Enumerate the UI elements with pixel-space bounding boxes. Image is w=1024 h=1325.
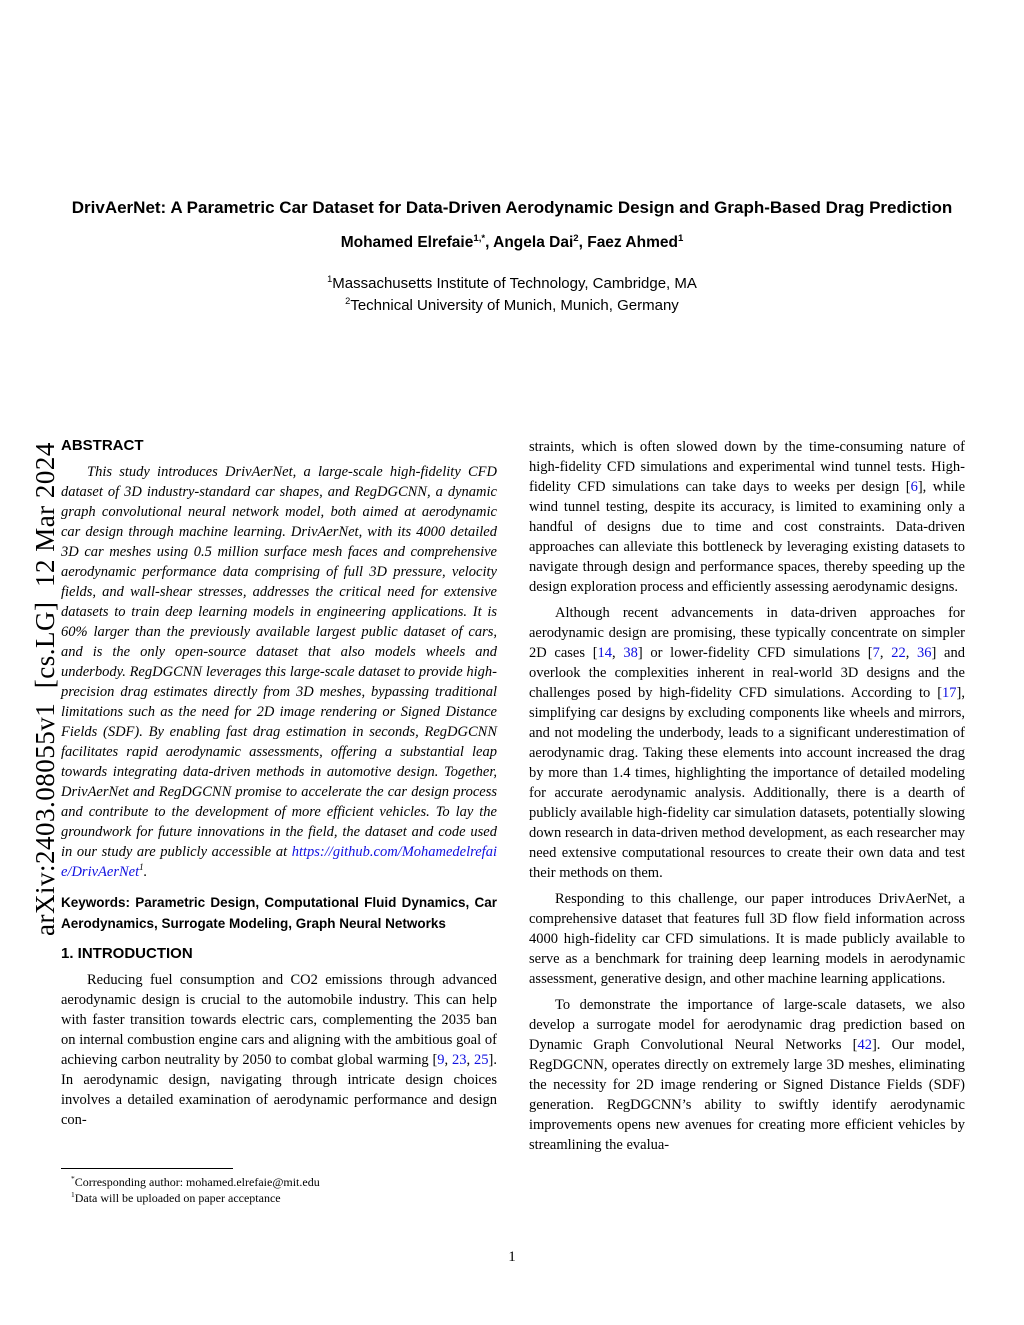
right-column xyxy=(529,437,965,1161)
text-segment: Corresponding author: mohamed.elrefaie@mit.edu xyxy=(74,1175,320,1189)
text-segment: ] or lower-fidelity CFD simulations [ xyxy=(637,645,873,661)
paper-title: DrivAerNet: A Parametric Car Dataset for Data-Driven Aerodynamic Design and Graph-Based Drag Prediction xyxy=(71,198,953,217)
abstract-text xyxy=(61,462,497,882)
text-segment: , xyxy=(612,645,624,661)
superscript: * xyxy=(71,1174,75,1183)
external-link[interactable]: https://github.com/Mohamedelrefaie/DrivAerNet xyxy=(61,844,497,880)
text-segment: , xyxy=(466,1052,475,1068)
paragraph xyxy=(529,995,965,1155)
introduction-paragraph xyxy=(61,970,497,1130)
paper-header xyxy=(0,196,1024,317)
citation-ref[interactable]: 7 xyxy=(872,645,880,661)
text-segment: Data will be uploaded on paper acceptance xyxy=(74,1191,281,1205)
footnote-data-availability xyxy=(61,1190,497,1206)
citation-ref[interactable]: 38 xyxy=(623,645,638,661)
citation-ref[interactable]: 9 xyxy=(437,1052,445,1068)
text-segment: Massachusetts Institute of Technology, Cambridge, MA xyxy=(332,275,697,292)
text-segment: , Faez Ahmed xyxy=(578,234,678,251)
text-segment: Although recent advancements in data-driven approaches for aerodynamic design are promising, these typically concentrate on simpler 2D cases [ xyxy=(529,605,965,661)
superscript: 1 xyxy=(677,232,684,244)
text-segment: To demonstrate the importance of large-scale datasets, we also develop a surrogate model for aerodynamic drag prediction based on Dynamic Graph Convolutional Neural Networks [ xyxy=(529,997,965,1053)
keywords-line: Keywords: Parametric Design, Computational Fluid Dynamics, Car Aerodynamics, Surrogate Modeling, Graph Neural Networks xyxy=(61,895,497,931)
text-segment: Technical University of Munich, Munich, Germany xyxy=(350,297,679,314)
footnote-divider xyxy=(61,1168,233,1169)
text-segment: ] and overlook the complexities inherent in real-world 3D designs and the challenges posed by high-fidelity CFD simulations. According to [ xyxy=(529,645,965,701)
text-segment: , Angela Dai xyxy=(485,234,574,251)
text-segment: ]. Our model, RegDGCNN, operates directly on extremely large 3D meshes, eliminating the necessity for 2D image rendering or Signed Distance Fields (SDF) generation. RegDGCNN’s ability to swiftly identify aerodynamic improvements opens new avenues for creating more efficient vehicles by streamlining the evalua- xyxy=(529,1037,965,1153)
left-column xyxy=(61,437,497,1136)
text-segment: , xyxy=(879,645,892,661)
affiliation-line-1 xyxy=(0,273,1024,295)
two-column-body xyxy=(61,437,965,1237)
footnote-corresponding-author xyxy=(61,1174,497,1190)
citation-ref[interactable]: 6 xyxy=(910,479,918,495)
text-segment: ]. In aerodynamic design, navigating through intricate design choices involves a detailed examination of aerodynamic performance and design con- xyxy=(61,1052,498,1128)
citation-ref[interactable]: 23 xyxy=(452,1052,467,1068)
text-segment: Responding to this challenge, our paper introduces DrivAerNet, a comprehensive dataset that features full 3D flow field information across 4000 high-fidelity car CFD simulations. It is made publicly available to serve as a benchmark for training deep learning models in aerodynamic assessment, generative design, and other machine learning applications. xyxy=(529,891,965,987)
section-heading-introduction: 1. INTRODUCTION xyxy=(61,945,193,962)
superscript: 2 xyxy=(345,296,351,306)
abstract-heading: ABSTRACT xyxy=(61,437,144,454)
paragraph xyxy=(529,889,965,989)
text-segment: This study introduces DrivAerNet, a large-scale high-fidelity CFD dataset of 3D industry-standard car shapes, and RegDGCNN, a dynamic graph convolutional neural network model, both aimed at aerodynamic car design through machine learning. DrivAerNet, with its 4000 detailed 3D car meshes using 0.5 million surface mesh faces and comprehensive aerodynamic performance data comprising of full 3D pressure, velocity fields, and wall-shear stresses, addresses the critical need for extensive datasets to train deep learning models in engineering applications. It is 60% larger than the previously available largest public dataset of cars, and is the only open-source dataset that also models wheels and underbody. RegDGCNN leverages this large-scale dataset to provide high-precision drag estimates directly from 3D meshes, bypassing traditional limitations such as the need for 2D image rendering or Signed Distance Fields (SDF). By enabling fast drag estimation in seconds, RegDGCNN facilitates rapid aerodynamic assessments, offering a substantial leap towards integrating data-driven methods in automotive design. Together, DrivAerNet and RegDGCNN promise to accelerate the car design process and contribute to the development of more efficient vehicles. To lay the groundwork for future innovations in the field, the dataset and code used in our study are publicly accessible at xyxy=(61,464,497,860)
page-number: 1 xyxy=(508,1249,516,1265)
citation-ref[interactable]: 14 xyxy=(597,645,613,661)
citation-ref[interactable]: 36 xyxy=(917,645,932,661)
text-segment: straints, which is often slowed down by the time-consuming nature of high-fidelity CFD simulations and experimental wind tunnel tests. High-fidelity CFD simulations can take days to weeks per design [ xyxy=(529,439,965,495)
citation-ref[interactable]: 42 xyxy=(857,1037,872,1053)
superscript: 1,* xyxy=(473,232,486,244)
citation-ref[interactable]: 25 xyxy=(474,1052,489,1068)
superscript: 1 xyxy=(139,862,144,873)
text-segment: ], simplifying car designs by excluding components like wheels and mirrors, and not modeling the underbody, leads to a significant underestimation of aerodynamic drag. Taking these elements into account increased the drag by more than 1.4 times, highlighting the importance of detailed modeling for accurate aerodynamic analysis. Additionally, there is a dearth of publicly available high-fidelity car simulation datasets, potentially slowing down research in data-driven method development, as each researcher may need extensive computational resources to create their own data and test their methods on them. xyxy=(529,685,965,881)
citation-ref[interactable]: 22 xyxy=(891,645,906,661)
text-segment: Mohamed Elrefaie xyxy=(340,234,474,251)
paragraph xyxy=(529,603,965,883)
text-segment: , xyxy=(444,1052,453,1068)
authors-line xyxy=(0,234,1024,252)
citation-ref[interactable]: 17 xyxy=(942,685,957,701)
footnotes-block xyxy=(61,1168,497,1206)
paragraph xyxy=(529,437,965,597)
superscript: 2 xyxy=(573,232,579,244)
superscript: 1 xyxy=(327,274,333,284)
affiliations-block xyxy=(0,273,1024,317)
affiliation-line-2 xyxy=(0,295,1024,317)
text-segment: , xyxy=(905,645,918,661)
text-segment: Reducing fuel consumption and CO2 emissions through advanced aerodynamic design is crucial to the automobile industry. This can help with faster transition towards electric cars, complementing the 2035 ban on internal combustion engine cars and aligning with the ambitious goal of achieving carbon neutrality by 2050 to combat global warming [ xyxy=(61,972,497,1068)
arxiv-watermark: arXiv:2403.08055v1 [cs.LG] 12 Mar 2024 xyxy=(30,442,60,936)
text-segment: . xyxy=(143,864,148,880)
superscript: 1 xyxy=(71,1190,75,1199)
text-segment: ], while wind tunnel testing, despite its accuracy, is limited to examining only a handful of designs due to time and cost constraints. Data-driven approaches can alleviate this bottleneck by leveraging existing datasets to navigate through design and performance spaces, thereby speeding up the design exploration process and efficiently assessing aerodynamic designs. xyxy=(529,479,966,595)
